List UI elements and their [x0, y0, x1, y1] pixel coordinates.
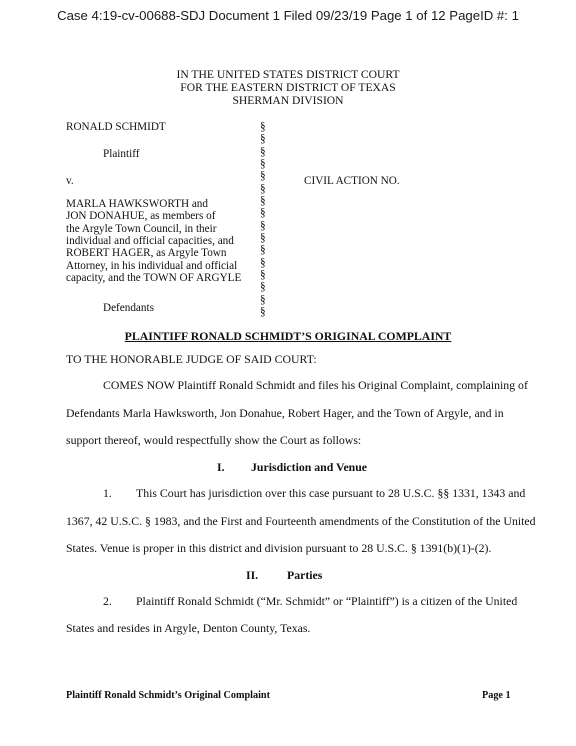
- defendants-line: MARLA HAWKSWORTH and: [66, 198, 208, 210]
- defendants-line: Attorney, in his individual and official: [66, 259, 238, 272]
- section-mark: §: [260, 256, 266, 269]
- paragraph-number: 2.: [103, 594, 112, 608]
- section-mark-column: [260, 121, 266, 319]
- section-mark: §: [260, 182, 266, 195]
- plaintiff-label: Plaintiff: [103, 148, 140, 160]
- section-mark: §: [260, 269, 266, 282]
- defendants-line: capacity, and the TOWN OF ARGYLE: [66, 272, 242, 285]
- defendants-line: individual and official capacities, and: [66, 235, 234, 248]
- versus-label: v.: [66, 175, 74, 187]
- section-mark: §: [260, 145, 266, 158]
- section-number: I.: [217, 460, 225, 474]
- section-mark: §: [260, 121, 266, 133]
- court-district-line: FOR THE EASTERN DISTRICT OF TEXAS: [180, 81, 396, 94]
- case-header-stamp: Case 4:19-cv-00688-SDJ Document 1 Filed 09/23/19 Page 1 of 12 PageID #: 1: [57, 8, 519, 23]
- footer-document-title: Plaintiff Ronald Schmidt’s Original Complaint: [66, 690, 270, 701]
- footer-page-number: Page 1: [482, 690, 511, 701]
- paragraph-line: States. Venue is proper in this district and division pursuant to 28 U.S.C. § 1391(b)(1)-(2).: [66, 541, 492, 555]
- court-name-line: IN THE UNITED STATES DISTRICT COURT: [176, 68, 400, 81]
- section-mark: §: [260, 133, 266, 146]
- section-mark: §: [260, 158, 266, 171]
- civil-action-label: CIVIL ACTION NO.: [304, 175, 400, 187]
- paragraph-number: 1.: [103, 486, 112, 500]
- defendants-line: JON DONAHUE, as members of: [66, 210, 216, 223]
- intro-line: COMES NOW Plaintiff Ronald Schmidt and files his Original Complaint, complaining of: [103, 378, 528, 392]
- paragraph-line: Plaintiff Ronald Schmidt (“Mr. Schmidt” or “Plaintiff”) is a citizen of the United: [136, 594, 518, 608]
- paragraph-line: States and resides in Argyle, Denton County, Texas.: [66, 621, 311, 635]
- section-mark: §: [260, 232, 266, 245]
- intro-line: support thereof, would respectfully show the Court as follows:: [66, 433, 362, 447]
- section-mark: §: [260, 219, 266, 232]
- defendants-line: ROBERT HAGER, as Argyle Town: [66, 247, 227, 260]
- intro-line: Defendants Marla Hawksworth, Jon Donahue, Robert Hager, and the Town of Argyle, and in: [66, 406, 504, 420]
- section-heading: Parties: [287, 568, 323, 582]
- salutation: TO THE HONORABLE JUDGE OF SAID COURT:: [66, 352, 317, 366]
- plaintiff-name: RONALD SCHMIDT: [66, 121, 166, 133]
- section-mark: §: [260, 293, 266, 306]
- complaint-title: PLAINTIFF RONALD SCHMIDT’S ORIGINAL COMPLAINT: [124, 329, 452, 343]
- section-mark: §: [260, 306, 266, 319]
- section-mark: §: [260, 195, 266, 208]
- section-mark: §: [260, 244, 266, 257]
- section-number: II.: [246, 568, 259, 582]
- paragraph-line: 1367, 42 U.S.C. § 1983, and the First and Fourteenth amendments of the Constitution of the United: [66, 514, 536, 528]
- court-division-line: SHERMAN DIVISION: [232, 94, 344, 107]
- section-mark: §: [260, 170, 266, 183]
- defendants-line: the Argyle Town Council, in their: [66, 222, 217, 235]
- paragraph-line: This Court has jurisdiction over this case pursuant to 28 U.S.C. §§ 1331, 1343 and: [136, 486, 526, 500]
- section-mark: §: [260, 281, 266, 294]
- section-mark: §: [260, 207, 266, 220]
- defendants-label: Defendants: [103, 302, 154, 314]
- section-heading: Jurisdiction and Venue: [251, 460, 368, 474]
- defendants-block: [66, 198, 241, 284]
